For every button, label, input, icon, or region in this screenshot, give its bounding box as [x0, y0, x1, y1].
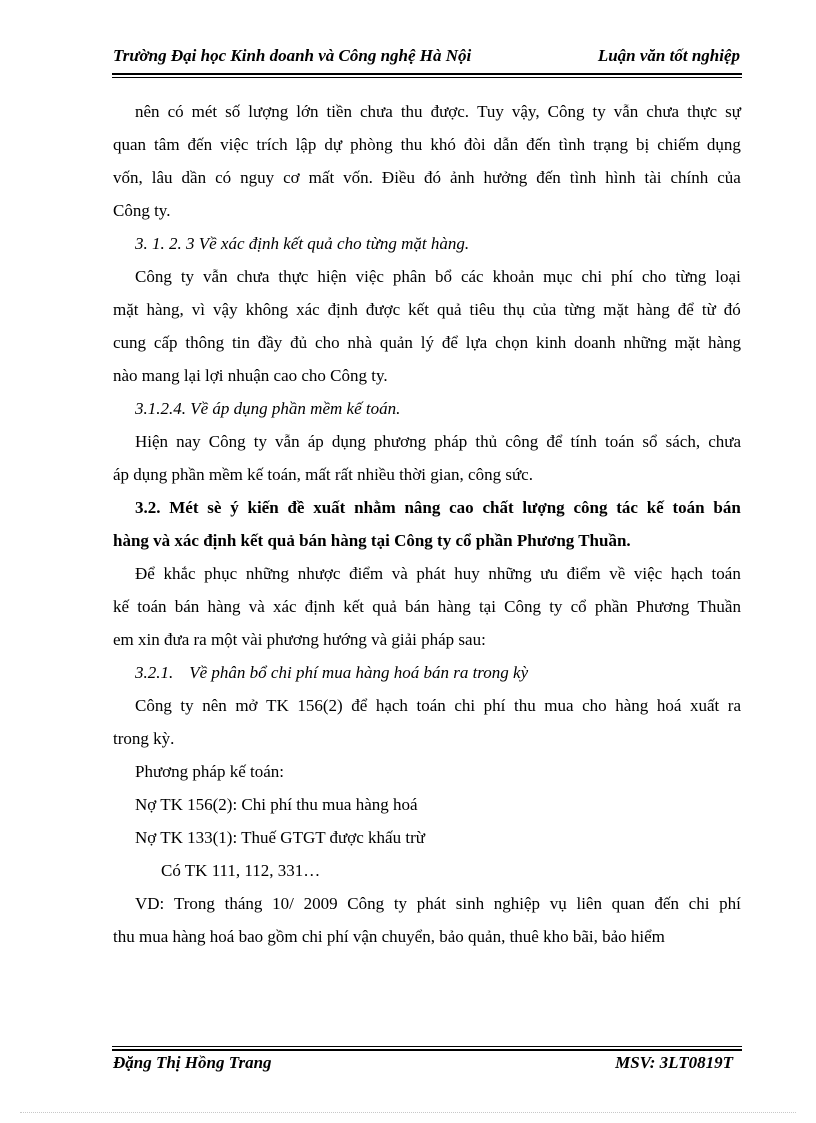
word: khó: [430, 135, 456, 154]
header-rule: [112, 73, 742, 75]
word: bổ: [434, 267, 452, 286]
word: Công: [547, 102, 585, 121]
word: hàng,: [146, 300, 184, 319]
word: định: [304, 597, 336, 616]
word: toán: [137, 597, 167, 616]
word: công: [505, 432, 539, 451]
journal-debit-2: Nợ TK 133(1): Thuế GTGT được khấu trừ: [135, 828, 425, 847]
word: phát: [416, 564, 446, 583]
word: lập: [295, 135, 317, 154]
word: trích: [256, 135, 288, 154]
word: Công: [504, 597, 541, 616]
word: của: [717, 168, 741, 187]
word: để: [441, 333, 458, 352]
word: chất: [482, 498, 514, 517]
word: dự: [324, 135, 343, 154]
paragraph-line: [113, 128, 741, 161]
word: cung: [113, 333, 147, 352]
heading-3-2: [113, 491, 741, 524]
heading-3-1-2-3: 3. 1. 2. 3 Về xác định kết quả cho từng mặt hàng.: [135, 234, 470, 253]
word: quan: [113, 135, 147, 154]
word: hưởng: [483, 168, 528, 187]
word: vốn,: [113, 168, 143, 187]
word: kết: [408, 300, 429, 319]
word: hàng: [207, 597, 241, 616]
word: vốn.: [343, 168, 373, 187]
word: và: [391, 564, 408, 583]
word: ty: [180, 696, 194, 715]
footer-student-id: MSV: 3LT0819T: [615, 1053, 733, 1072]
word: thực: [278, 267, 309, 286]
word: chưa: [708, 432, 741, 451]
word: vẫn: [275, 432, 300, 451]
footer-rule: [112, 1049, 742, 1051]
page-header: [113, 46, 740, 66]
word: không: [245, 300, 289, 319]
word: sè: [207, 498, 222, 517]
word: chính: [670, 168, 709, 187]
word: 3.2.: [135, 498, 161, 517]
paragraph-line: áp dụng phần mềm kế toán, mất rất nhiều thời gian, công sức.: [113, 465, 533, 484]
word: phần: [594, 597, 628, 616]
word: Công: [347, 894, 385, 913]
word: vậy: [213, 300, 238, 319]
journal-credit: Có TK 111, 112, 331…: [161, 861, 321, 880]
heading-3-2-1-text: Về phân bổ chi phí mua hàng hoá bán ra trong kỳ: [189, 663, 529, 682]
page-footer: [113, 1053, 733, 1073]
page-body: [113, 95, 741, 953]
word: vụ: [549, 894, 567, 913]
word: chiếm: [657, 135, 699, 154]
word: chưa: [236, 267, 270, 286]
word: xác: [296, 300, 320, 319]
word: chưa: [646, 102, 680, 121]
word: nâng: [404, 498, 441, 517]
word: tin: [231, 333, 250, 352]
word: hàng: [707, 333, 741, 352]
paragraph-line: [113, 557, 741, 590]
word: của: [532, 300, 557, 319]
word: tính: [570, 432, 597, 451]
paragraph-line: em xin đưa ra một vài phương hướng và giải pháp sau:: [113, 630, 486, 649]
word: mất: [308, 168, 335, 187]
word: việc: [355, 267, 384, 286]
word: điểm: [349, 564, 384, 583]
word: đến: [536, 168, 561, 187]
word: lượng: [522, 498, 565, 517]
word: Hiện: [135, 432, 169, 451]
word: Công: [135, 696, 172, 715]
paragraph-line: [113, 293, 741, 326]
word: dẫn: [493, 135, 519, 154]
word: đến: [187, 135, 213, 154]
word: chọn: [495, 333, 529, 352]
heading-3-2-1: [113, 656, 741, 689]
word: dụng: [331, 432, 366, 451]
paragraph-line: Công ty.: [113, 201, 171, 220]
word: hàng: [636, 300, 670, 319]
word: toán: [711, 564, 741, 583]
paragraph-line: [113, 260, 741, 293]
journal-debit-1: Nợ TK 156(2): Chi phí thu mua hàng hoá: [135, 795, 418, 814]
word: khoản: [492, 267, 535, 286]
word: thu: [400, 135, 423, 154]
word: xác: [272, 597, 297, 616]
word: tại: [478, 597, 496, 616]
word: nhằm: [354, 498, 396, 517]
header-rule-thin: [112, 77, 742, 78]
word: cơ: [283, 168, 300, 187]
word: 156(2): [297, 696, 343, 715]
word: Trong: [173, 894, 215, 913]
word: nguy: [240, 168, 275, 187]
word: ý: [230, 498, 239, 517]
word: sinh: [455, 894, 485, 913]
word: nay: [176, 432, 201, 451]
word: pháp: [434, 432, 468, 451]
paragraph-line: nào mang lại lợi nhuận cao cho Công ty.: [113, 366, 388, 385]
word: có: [167, 102, 184, 121]
word: lâu: [151, 168, 173, 187]
page-edge-dotted-line: [20, 1112, 796, 1113]
word: mặt: [113, 300, 139, 319]
word: đó: [723, 300, 741, 319]
word: tiền: [326, 102, 352, 121]
word: tháng: [224, 894, 263, 913]
word: về: [609, 564, 626, 583]
word: ty: [393, 894, 408, 913]
word: Tuy: [477, 102, 504, 121]
word: kế: [646, 498, 664, 517]
word: mặt: [603, 300, 629, 319]
word: sách,: [665, 432, 701, 451]
word: mở: [235, 696, 258, 715]
word: việc: [220, 135, 249, 154]
word: phân: [392, 267, 426, 286]
word: hàng: [615, 696, 649, 715]
word: cho: [641, 267, 667, 286]
word: dụng: [706, 135, 741, 154]
word: 2009: [303, 894, 338, 913]
word: quả: [436, 300, 462, 319]
word: Để: [135, 564, 155, 583]
word: vậy,: [511, 102, 540, 121]
word: ty: [549, 597, 563, 616]
word: những: [488, 564, 532, 583]
word: chưa: [359, 102, 393, 121]
word: áp: [307, 432, 324, 451]
word: phí: [719, 894, 741, 913]
word: đến: [654, 894, 679, 913]
word: xuất: [313, 498, 346, 517]
word: cho: [582, 696, 607, 715]
word: vẫn: [613, 102, 639, 121]
heading-3-2-1-number: 3.2.1.: [135, 663, 174, 682]
word: toán: [605, 432, 635, 451]
word: hoá: [656, 696, 682, 715]
word: loại: [715, 267, 741, 286]
word: Thuần: [697, 597, 741, 616]
word: số: [225, 102, 241, 121]
paragraph-line: [113, 425, 741, 458]
word: để: [546, 432, 563, 451]
word: phí: [611, 267, 633, 286]
word: từ: [701, 300, 716, 319]
word: cho: [315, 333, 340, 352]
word: có: [215, 168, 232, 187]
word: Công: [135, 267, 172, 286]
paragraph-line: [113, 95, 741, 128]
word: tình: [569, 168, 597, 187]
word: vì: [191, 300, 206, 319]
word: các: [460, 267, 484, 286]
word: bán: [404, 597, 430, 616]
word: phòng: [350, 135, 393, 154]
word: được.: [430, 102, 470, 121]
word: và: [248, 597, 265, 616]
word: đủ: [290, 333, 308, 352]
paragraph-line: [113, 590, 741, 623]
word: dần: [181, 168, 207, 187]
word: bị: [636, 135, 650, 154]
word: thu: [400, 102, 423, 121]
word: ra: [727, 696, 741, 715]
word: mục: [543, 267, 573, 286]
word: quả: [372, 597, 397, 616]
word: những: [245, 564, 290, 583]
word: khắc: [163, 564, 196, 583]
word: trạng: [593, 135, 629, 154]
word: huy: [454, 564, 480, 583]
word: hạch: [375, 696, 408, 715]
word: lý: [420, 333, 434, 352]
word: ưu: [540, 564, 558, 583]
word: toán: [672, 498, 705, 517]
word: cấp: [153, 333, 178, 352]
paragraph-line: thu mua hàng hoá bao gồm chi phí vận chuyển, bảo quản, thuê kho bãi, bảo hiểm: [113, 927, 665, 946]
word: mặt: [674, 333, 701, 352]
word: vẫn: [203, 267, 228, 286]
word: kiến: [247, 498, 279, 517]
paragraph-line: trong kỳ.: [113, 729, 175, 748]
word: những: [623, 333, 667, 352]
word: 10/: [272, 894, 294, 913]
word: hạch: [670, 564, 703, 583]
heading-3-1-2-4: 3.1.2.4. Về áp dụng phần mềm kế toán.: [135, 399, 401, 418]
word: sổ: [642, 432, 658, 451]
word: điểm: [566, 564, 601, 583]
word: mét: [191, 102, 218, 121]
word: chi: [454, 696, 476, 715]
word: hiện: [317, 267, 347, 286]
word: hình: [605, 168, 636, 187]
word: từng: [564, 300, 596, 319]
word: cao: [449, 498, 474, 517]
header-doc-type: Luận văn tốt nghiệp: [597, 46, 740, 65]
word: liên: [576, 894, 602, 913]
word: mua: [544, 696, 574, 715]
word: kế: [113, 597, 130, 616]
paragraph-line: [113, 326, 741, 359]
word: thủ: [475, 432, 498, 451]
word: việc: [633, 564, 663, 583]
word: quan: [611, 894, 645, 913]
word: tiêu: [469, 300, 495, 319]
word: TK: [266, 696, 289, 715]
word: quản: [379, 333, 413, 352]
word: đến: [526, 135, 551, 154]
word: VD:: [135, 894, 165, 913]
word: lựa: [465, 333, 488, 352]
footer-author: Đặng Thị Hồng Trang: [113, 1053, 272, 1072]
word: phương: [373, 432, 427, 451]
word: tâm: [154, 135, 180, 154]
word: Công: [208, 432, 246, 451]
word: nhược: [297, 564, 341, 583]
word: lượng: [248, 102, 289, 121]
word: thông: [185, 333, 225, 352]
word: doanh: [574, 333, 616, 352]
heading-3-2-cont: hàng và xác định kết quả bán hàng tại Công ty cổ phần Phương Thuần.: [113, 531, 631, 550]
word: ảnh: [449, 168, 475, 187]
word: Điều: [381, 168, 415, 187]
word: bán: [174, 597, 200, 616]
paragraph-line: [113, 689, 741, 722]
word: kinh: [536, 333, 567, 352]
word: tình: [558, 135, 586, 154]
word: nên: [135, 102, 160, 121]
word: đầy: [257, 333, 283, 352]
word: định: [327, 300, 358, 319]
method-label: Phương pháp kế toán:: [135, 762, 284, 781]
word: phục: [204, 564, 238, 583]
word: đề: [287, 498, 305, 517]
word: Mét: [169, 498, 199, 517]
word: đòi: [463, 135, 486, 154]
word: kết: [343, 597, 364, 616]
word: hàng: [437, 597, 471, 616]
word: công: [573, 498, 608, 517]
word: bán: [713, 498, 741, 517]
word: tác: [616, 498, 638, 517]
word: ty: [180, 267, 195, 286]
word: nghiệp: [493, 894, 541, 913]
word: để: [351, 696, 368, 715]
word: nhà: [347, 333, 372, 352]
word: nên: [202, 696, 227, 715]
word: được: [365, 300, 401, 319]
word: đó: [423, 168, 441, 187]
word: từng: [675, 267, 707, 286]
word: ty: [253, 432, 267, 451]
word: chi: [581, 267, 603, 286]
word: cổ: [570, 597, 587, 616]
word: phí: [483, 696, 506, 715]
paragraph-line: [113, 887, 741, 920]
word: xuất: [689, 696, 720, 715]
word: để: [677, 300, 694, 319]
word: phát: [416, 894, 447, 913]
word: thực: [687, 102, 718, 121]
word: tài: [644, 168, 662, 187]
word: thụ: [502, 300, 525, 319]
footer-rule-thin: [112, 1046, 742, 1047]
header-school: Trường Đại học Kinh doanh và Công nghệ Hà Nội: [113, 46, 472, 65]
word: sự: [725, 102, 741, 121]
word: chi: [688, 894, 710, 913]
word: Phương: [636, 597, 690, 616]
word: toán: [416, 696, 446, 715]
word: thu: [513, 696, 536, 715]
paragraph-line: [113, 161, 741, 194]
word: ty: [592, 102, 606, 121]
word: lớn: [296, 102, 319, 121]
